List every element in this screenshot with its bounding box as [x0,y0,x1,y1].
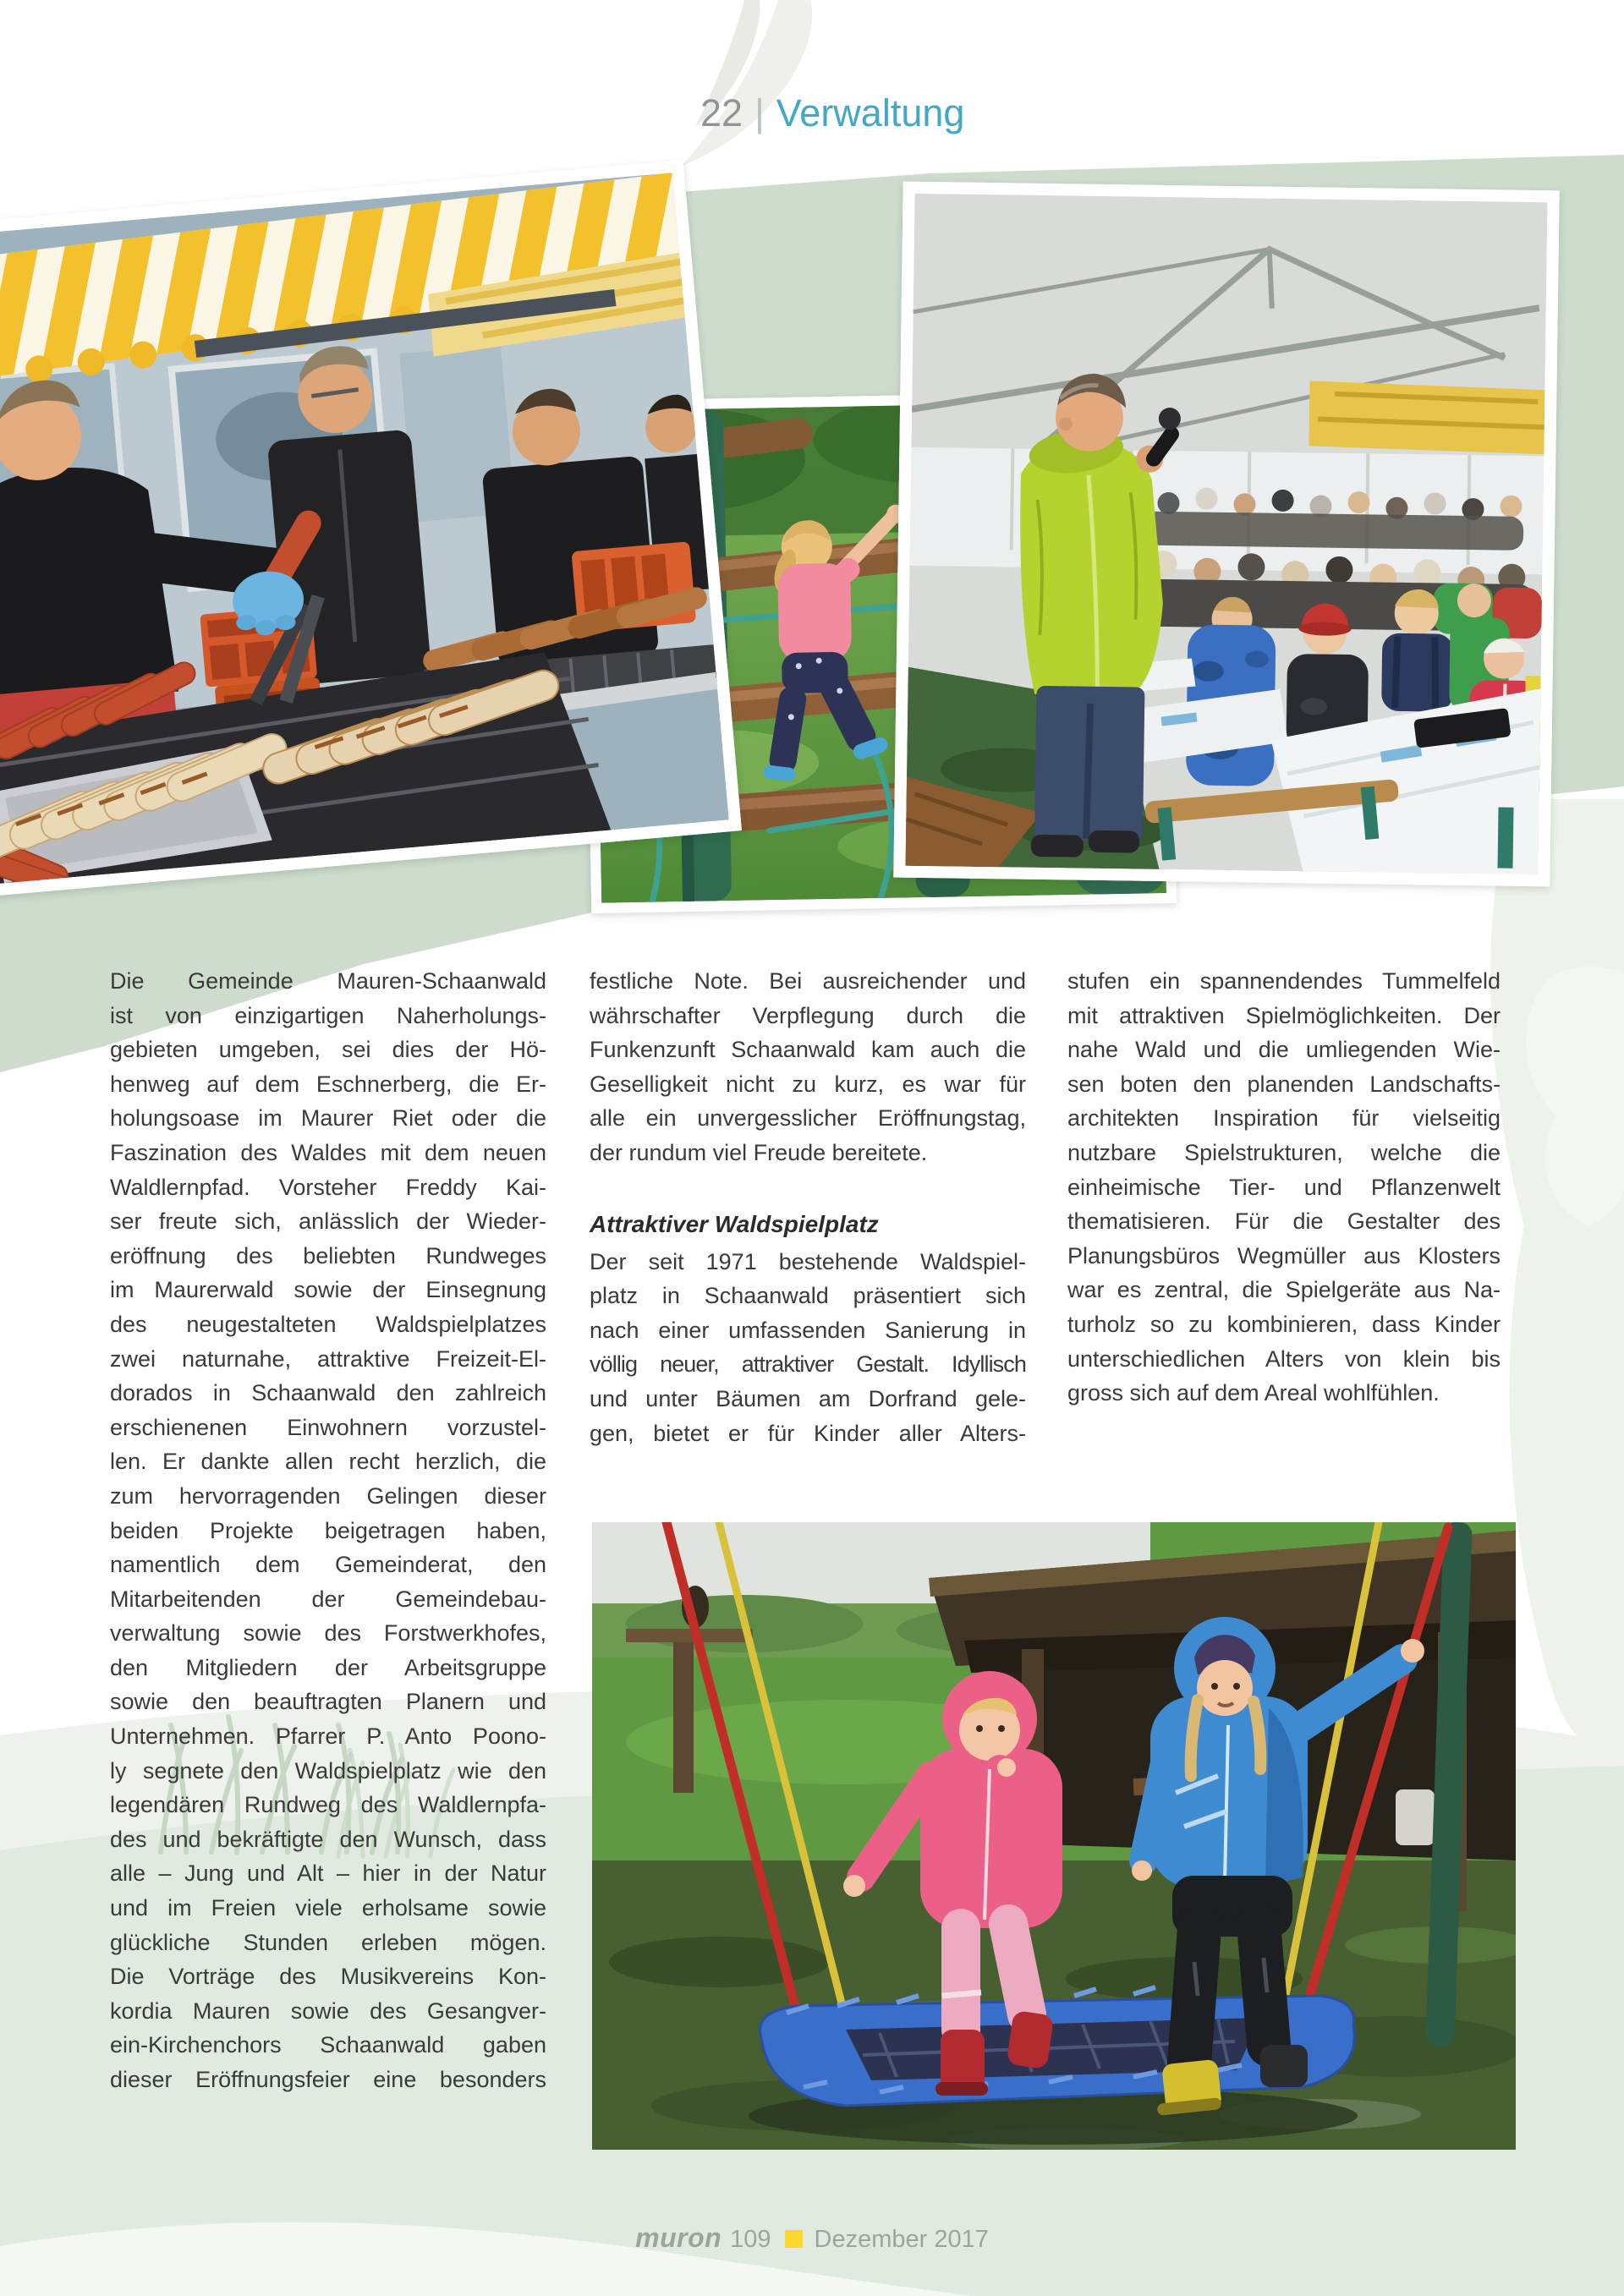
text-line: den Mitgliedern der Arbeitsgruppe [110,1654,546,1680]
text-line: Funkenzunft Schaanwald kam auch die [590,1037,1026,1063]
magazine-name: muron [635,2222,722,2253]
header-separator: | [754,91,765,134]
grill-scene [0,173,729,886]
text-line: kordia Mauren sowie des Gesangver- [110,1997,546,2024]
text-line: völlig neuer, attraktiver Gestalt. Idyllisch [590,1351,1026,1378]
text-line: ein-Kirchenchors Schaanwald gaben [110,2032,546,2058]
text-line: war es zentral, die Spielgeräte aus Na- [1067,1277,1501,1303]
column-2-intro [590,964,1026,1170]
text-line: nutzbare Spielstrukturen, welche die [1067,1139,1501,1165]
text-line: Der seit 1971 bestehende Waldspiel- [590,1248,1026,1274]
text-line: gen, bietet er für Kinder aller Alters- [590,1420,1026,1446]
text-line: dorados in Schaanwald den zahlreich [110,1380,546,1406]
text-line: sen boten den planenden Landschafts- [1067,1071,1501,1097]
text-line: stufen ein spannendendes Tummelfeld [1067,968,1501,994]
article-column-3 [1067,964,1501,1411]
footer-square-icon [785,2230,803,2248]
text-line: unterschiedlichen Alters von klein bis [1067,1345,1501,1372]
text-line: nach einer umfassenden Sanierung in [590,1317,1026,1343]
text-line: turholz so zu kombinieren, dass Kinder [1067,1311,1501,1337]
article-column-1 [110,964,546,2097]
text-line: ser freute sich, anlässlich der Wieder- [110,1208,546,1235]
text-line: verwaltung sowie des Forstwerkhofes, [110,1620,546,1647]
text-line: holungsoase im Maurer Riet oder die [110,1105,546,1132]
text-line: platz in Schaanwald präsentiert sich [590,1283,1026,1309]
text-line: mit attraktiven Spielmöglichkeiten. Der [1067,1002,1501,1028]
text-line: len. Er dankte allen recht herzlich, die [110,1449,546,1475]
article-column-2 [590,964,1026,1450]
text-line: namentlich dem Gemeinderat, den [110,1552,546,1578]
text-line: ly segnete den Waldspielplatz wie den [110,1757,546,1784]
text-line: legendären Rundweg des Waldlernpfa- [110,1792,546,1818]
tent-speech-photo [893,182,1559,887]
text-line: thematisieren. Für die Gestalter des [1067,1208,1501,1235]
swing-scene [592,1522,1516,2150]
page-number: 22 [700,91,743,134]
text-line: dieser Eröffnungsfeier eine besonders [110,2067,546,2092]
text-line: zum hervorragenden Gelingen dieser [110,1482,546,1509]
text-line: der rundum viel Freude bereitete. [590,1139,928,1165]
page-header [700,91,964,135]
text-line: Die Gemeinde Mauren-Schaanwald [110,968,546,994]
text-line: des und bekräftigte den Wunsch, dass [110,1826,546,1852]
text-line: währschafter Verpflegung durch die [590,1002,1026,1028]
text-line: gross sich auf dem Areal wohlfühlen. [1067,1380,1440,1406]
text-line: festliche Note. Bei ausreichender und [590,968,1026,994]
text-line: Mitarbeitenden der Gemeindebau- [110,1586,546,1612]
text-line: einheimische Tier- und Pflanzenwelt [1067,1174,1501,1200]
text-line: alle – Jung und Alt – hier in der Natur [110,1860,546,1887]
text-line: architekten Inspiration für vielseitig [1067,1105,1501,1132]
column-2-body [590,1245,1026,1451]
yellow-canopy [1309,381,1544,454]
text-line: zwei naturnahe, attraktive Freizeit-El- [110,1345,546,1372]
text-line: henweg auf dem Eschnerberg, die Er- [110,1071,546,1097]
text-line: Planungsbüros Wegmüller aus Klosters [1067,1242,1501,1269]
text-line: Waldlernpfad. Vorsteher Freddy Kai- [110,1174,546,1200]
page-footer [0,2222,1624,2254]
issue-date: Dezember 2017 [814,2226,989,2253]
text-line: ist von einzigartigen Naherholungs- [110,1002,546,1028]
text-line: im Maurerwald sowie der Einsegnung [110,1277,546,1303]
text-line: Geselligkeit nicht zu kurz, es war für [590,1071,1026,1097]
text-line: eröffnung des beliebten Rundweges [110,1242,546,1269]
text-line: Die Vorträge des Musikvereins Kon- [110,1964,546,1990]
swing-children-photo [592,1522,1516,2150]
text-line: und unter Bäumen am Dorfrand gele- [590,1385,1026,1411]
text-line: beiden Projekte beigetragen haben, [110,1517,546,1543]
text-line: erschienenen Einwohnern vorzustel- [110,1414,546,1440]
section-title: Verwaltung [776,91,965,134]
text-line: alle ein unvergesslicher Eröffnungstag, [590,1105,1026,1132]
article-subheading: Attraktiver Waldspielplatz [590,1210,879,1237]
text-line: des neugestalteten Waldspielplatzes [110,1311,546,1337]
text-line: nahe Wald und die umliegenden Wie- [1067,1037,1501,1063]
text-line: und im Freien viele erholsame sowie [110,1895,546,1921]
issue-number: 109 [730,2226,771,2253]
tent-scene [905,194,1547,874]
text-line: sowie den beauftragten Planern und [110,1689,546,1715]
feather-watermark [682,0,812,166]
text-line: Unternehmen. Pfarrer P. Anto Poono- [110,1723,546,1750]
grill-sausages-photo [0,160,742,899]
text-line: glückliche Stunden erleben mögen. [110,1929,546,1955]
text-line: gebieten umgeben, sei dies der Hö- [110,1037,546,1063]
text-line: Faszination des Waldes mit dem neuen [110,1139,546,1165]
